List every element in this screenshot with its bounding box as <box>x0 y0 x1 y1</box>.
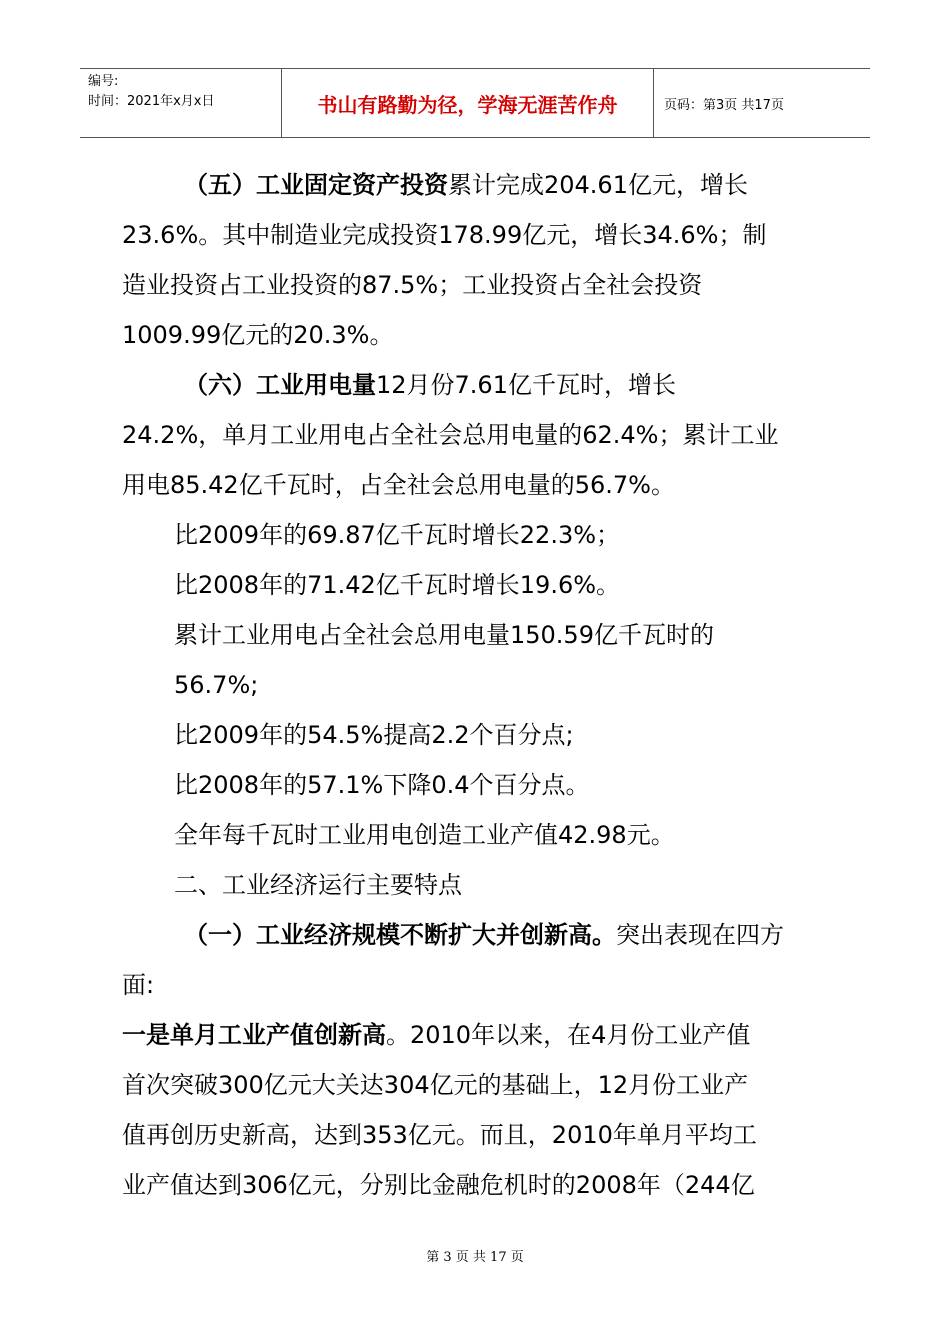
body-text-run: 比2008年的57.1%下降0.4个百分点。 <box>174 771 590 799</box>
emphasis-text: （六）工业用电量 <box>184 371 376 399</box>
doc-date-label: 时间：2021年x月x日 <box>88 94 215 109</box>
body-text-run: 全年每千瓦时工业用电创造工业产值42.98元。 <box>174 821 675 849</box>
text-line <box>122 760 842 810</box>
body-text-run: 业产值达到306亿元，分别比金融危机时的2008年（244亿 <box>122 1171 755 1199</box>
text-line <box>122 410 842 460</box>
text-line <box>122 510 842 560</box>
doc-number-label: 编号: <box>88 74 119 89</box>
text-line <box>122 1060 842 1110</box>
emphasis-text: 一是单月工业产值创新高 <box>122 1020 386 1049</box>
text-line <box>122 1110 842 1160</box>
text-line <box>122 210 842 260</box>
document-body <box>122 160 842 1210</box>
body-text-run: 首次突破300亿元大关达304亿元的基础上，12月份工业产 <box>122 1071 749 1099</box>
text-line <box>122 360 842 410</box>
body-text-run: 累计工业用电占全社会总用电量150.59亿千瓦时的 <box>174 621 714 649</box>
text-line <box>122 710 842 760</box>
body-text-run: 累计完成204.61亿元，增长 <box>448 171 748 199</box>
page-header <box>80 68 870 138</box>
text-line <box>122 610 842 660</box>
header-motto: 书山有路勤为径，学海无涯苦作舟 <box>282 69 654 137</box>
body-text-run: 24.2%，单月工业用电占全社会总用电量的62.4%；累计工业 <box>122 421 779 449</box>
text-line <box>122 960 842 1010</box>
text-line <box>122 310 842 360</box>
header-meta <box>80 69 282 137</box>
text-line <box>122 160 842 210</box>
body-text-run: 1009.99亿元的20.3%。 <box>122 321 394 349</box>
text-line <box>122 660 842 710</box>
body-text-run: 56.7%; <box>174 671 259 699</box>
text-line <box>122 1010 842 1060</box>
emphasis-text: （五）工业固定资产投资 <box>184 171 448 199</box>
body-text-run: 。2010年以来，在4月份工业产值 <box>386 1021 751 1049</box>
body-text-run: 23.6%。其中制造业完成投资178.99亿元，增长34.6%；制 <box>122 221 767 249</box>
text-line <box>122 810 842 860</box>
text-line <box>122 1160 842 1210</box>
text-line <box>122 460 842 510</box>
text-line <box>122 260 842 310</box>
body-text-run: 突出表现在四方 <box>616 921 784 949</box>
text-line <box>122 860 842 910</box>
body-text-run: 比2009年的54.5%提高2.2个百分点; <box>174 721 574 749</box>
emphasis-text: （一）工业经济规模不断扩大并创新高。 <box>184 921 616 949</box>
body-text-run: 二、工业经济运行主要特点 <box>174 871 462 899</box>
text-line <box>122 560 842 610</box>
header-page-info: 页码：第3页 共17页 <box>664 97 784 113</box>
page-footer: 第 3 页 共 17 页 <box>426 1250 524 1265</box>
body-text-run: 12月份7.61亿千瓦时，增长 <box>376 371 676 399</box>
body-text-run: 比2008年的71.42亿千瓦时增长19.6%。 <box>174 571 621 599</box>
body-text-run: 比2009年的69.87亿千瓦时增长22.3%； <box>174 521 621 549</box>
body-text-run: 造业投资占工业投资的87.5%；工业投资占全社会投资 <box>122 271 703 299</box>
text-line <box>122 910 842 960</box>
body-text-run: 用电85.42亿千瓦时，占全社会总用电量的56.7%。 <box>122 471 675 499</box>
body-text-run: 值再创历史新高，达到353亿元。而且，2010年单月平均工 <box>122 1121 757 1149</box>
body-text-run: 面: <box>122 971 155 999</box>
